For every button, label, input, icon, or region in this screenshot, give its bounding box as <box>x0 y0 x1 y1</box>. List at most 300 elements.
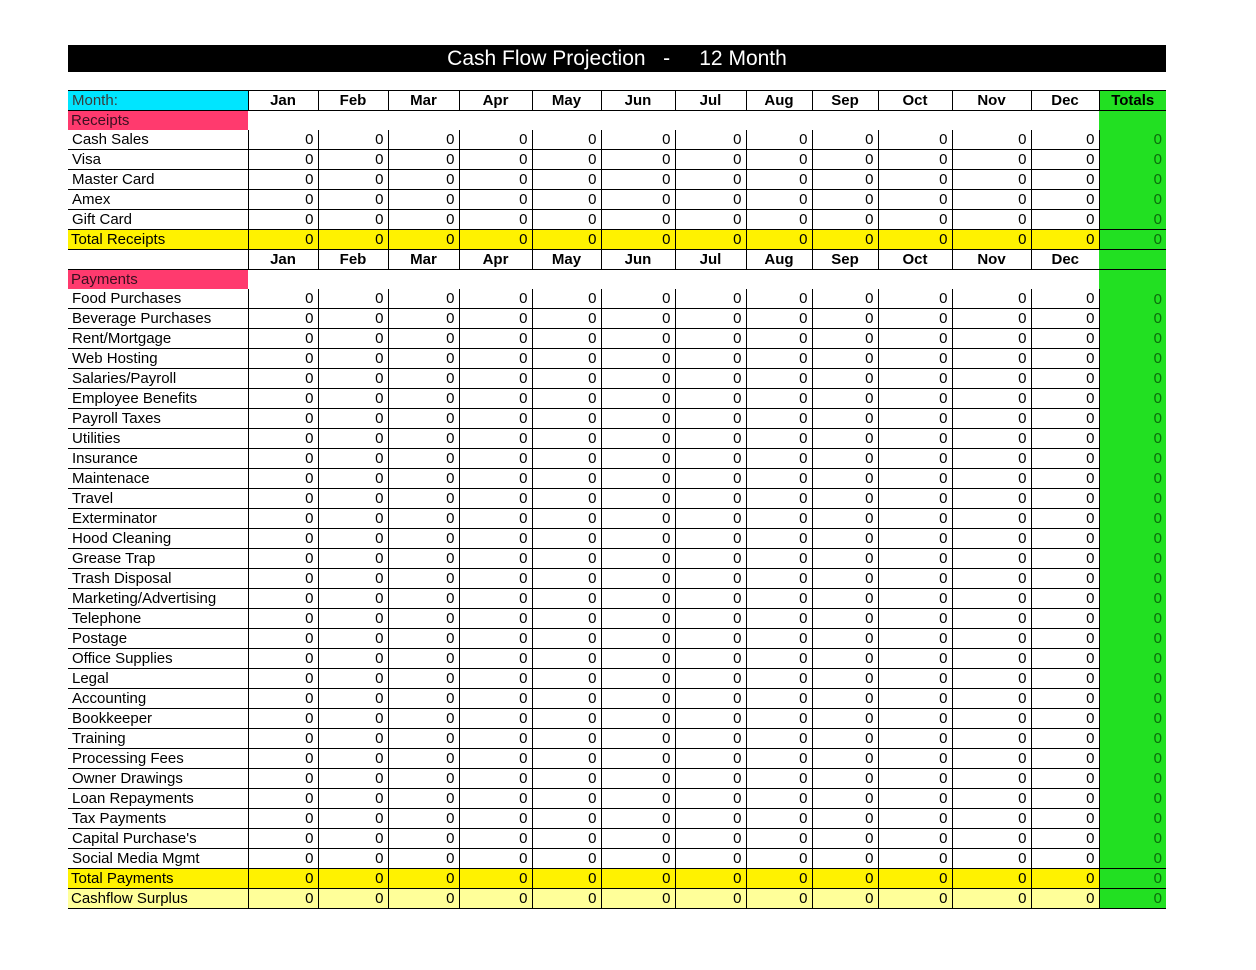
value-cell[interactable]: 0 <box>1031 869 1099 889</box>
value-cell[interactable]: 0 <box>746 469 812 489</box>
value-cell[interactable]: 0 <box>459 150 532 170</box>
value-cell[interactable]: 0 <box>812 130 878 150</box>
value-cell[interactable]: 0 <box>675 649 746 669</box>
value-cell[interactable]: 0 <box>1031 709 1099 729</box>
value-cell[interactable]: 0 <box>532 309 601 329</box>
value-cell[interactable]: 0 <box>318 589 388 609</box>
value-cell[interactable]: 0 <box>459 749 532 769</box>
value-cell[interactable]: 0 <box>952 569 1031 589</box>
value-cell[interactable]: 0 <box>248 569 318 589</box>
value-cell[interactable]: 0 <box>1031 569 1099 589</box>
value-cell[interactable]: 0 <box>952 429 1031 449</box>
value-cell[interactable]: 0 <box>675 569 746 589</box>
value-cell[interactable]: 0 <box>952 549 1031 569</box>
value-cell[interactable]: 0 <box>388 549 459 569</box>
value-cell[interactable]: 0 <box>248 170 318 190</box>
value-cell[interactable]: 0 <box>952 889 1031 909</box>
value-cell[interactable]: 0 <box>1031 789 1099 809</box>
value-cell[interactable]: 0 <box>459 509 532 529</box>
value-cell[interactable]: 0 <box>1031 769 1099 789</box>
value-cell[interactable]: 0 <box>601 769 675 789</box>
value-cell[interactable]: 0 <box>248 529 318 549</box>
value-cell[interactable]: 0 <box>388 889 459 909</box>
value-cell[interactable]: 0 <box>532 889 601 909</box>
value-cell[interactable]: 0 <box>675 769 746 789</box>
value-cell[interactable]: 0 <box>532 589 601 609</box>
value-cell[interactable]: 0 <box>746 889 812 909</box>
value-cell[interactable]: 0 <box>812 509 878 529</box>
value-cell[interactable]: 0 <box>601 749 675 769</box>
value-cell[interactable]: 0 <box>601 509 675 529</box>
value-cell[interactable]: 0 <box>532 769 601 789</box>
value-cell[interactable]: 0 <box>388 669 459 689</box>
value-cell[interactable]: 0 <box>952 230 1031 250</box>
value-cell[interactable]: 0 <box>532 150 601 170</box>
value-cell[interactable]: 0 <box>248 729 318 749</box>
value-cell[interactable]: 0 <box>459 609 532 629</box>
value-cell[interactable]: 0 <box>318 549 388 569</box>
value-cell[interactable]: 0 <box>388 849 459 869</box>
value-cell[interactable]: 0 <box>746 649 812 669</box>
value-cell[interactable]: 0 <box>459 409 532 429</box>
value-cell[interactable]: 0 <box>675 349 746 369</box>
value-cell[interactable]: 0 <box>952 629 1031 649</box>
value-cell[interactable]: 0 <box>746 150 812 170</box>
value-cell[interactable]: 0 <box>388 329 459 349</box>
value-cell[interactable]: 0 <box>812 469 878 489</box>
value-cell[interactable]: 0 <box>675 190 746 210</box>
value-cell[interactable]: 0 <box>532 749 601 769</box>
value-cell[interactable]: 0 <box>1031 829 1099 849</box>
value-cell[interactable]: 0 <box>952 309 1031 329</box>
value-cell[interactable]: 0 <box>248 649 318 669</box>
value-cell[interactable]: 0 <box>812 669 878 689</box>
value-cell[interactable]: 0 <box>532 849 601 869</box>
value-cell[interactable]: 0 <box>601 709 675 729</box>
value-cell[interactable]: 0 <box>952 170 1031 190</box>
value-cell[interactable]: 0 <box>1031 349 1099 369</box>
value-cell[interactable]: 0 <box>318 489 388 509</box>
value-cell[interactable]: 0 <box>878 409 952 429</box>
value-cell[interactable]: 0 <box>388 789 459 809</box>
value-cell[interactable]: 0 <box>878 869 952 889</box>
value-cell[interactable]: 0 <box>388 749 459 769</box>
value-cell[interactable]: 0 <box>388 649 459 669</box>
value-cell[interactable]: 0 <box>746 869 812 889</box>
value-cell[interactable]: 0 <box>1031 489 1099 509</box>
value-cell[interactable]: 0 <box>459 869 532 889</box>
value-cell[interactable]: 0 <box>318 429 388 449</box>
value-cell[interactable]: 0 <box>746 669 812 689</box>
value-cell[interactable]: 0 <box>1031 289 1099 309</box>
value-cell[interactable]: 0 <box>601 369 675 389</box>
value-cell[interactable]: 0 <box>388 709 459 729</box>
value-cell[interactable]: 0 <box>952 709 1031 729</box>
value-cell[interactable]: 0 <box>952 769 1031 789</box>
value-cell[interactable]: 0 <box>878 509 952 529</box>
value-cell[interactable]: 0 <box>459 210 532 230</box>
value-cell[interactable]: 0 <box>878 210 952 230</box>
value-cell[interactable]: 0 <box>952 789 1031 809</box>
value-cell[interactable]: 0 <box>675 529 746 549</box>
value-cell[interactable]: 0 <box>675 369 746 389</box>
value-cell[interactable]: 0 <box>318 809 388 829</box>
value-cell[interactable]: 0 <box>1031 389 1099 409</box>
value-cell[interactable]: 0 <box>459 629 532 649</box>
value-cell[interactable]: 0 <box>601 809 675 829</box>
value-cell[interactable]: 0 <box>532 669 601 689</box>
value-cell[interactable]: 0 <box>812 449 878 469</box>
value-cell[interactable]: 0 <box>746 509 812 529</box>
value-cell[interactable]: 0 <box>601 889 675 909</box>
value-cell[interactable]: 0 <box>318 869 388 889</box>
value-cell[interactable]: 0 <box>318 230 388 250</box>
value-cell[interactable]: 0 <box>248 329 318 349</box>
value-cell[interactable]: 0 <box>746 349 812 369</box>
value-cell[interactable]: 0 <box>601 329 675 349</box>
value-cell[interactable]: 0 <box>601 429 675 449</box>
value-cell[interactable]: 0 <box>248 489 318 509</box>
value-cell[interactable]: 0 <box>459 849 532 869</box>
value-cell[interactable]: 0 <box>388 629 459 649</box>
value-cell[interactable]: 0 <box>532 789 601 809</box>
value-cell[interactable]: 0 <box>952 369 1031 389</box>
value-cell[interactable]: 0 <box>532 629 601 649</box>
value-cell[interactable]: 0 <box>675 629 746 649</box>
value-cell[interactable]: 0 <box>952 469 1031 489</box>
value-cell[interactable]: 0 <box>318 150 388 170</box>
value-cell[interactable]: 0 <box>746 289 812 309</box>
value-cell[interactable]: 0 <box>952 409 1031 429</box>
value-cell[interactable]: 0 <box>459 689 532 709</box>
value-cell[interactable]: 0 <box>601 309 675 329</box>
value-cell[interactable]: 0 <box>746 329 812 349</box>
value-cell[interactable]: 0 <box>675 889 746 909</box>
value-cell[interactable]: 0 <box>459 130 532 150</box>
value-cell[interactable]: 0 <box>459 389 532 409</box>
value-cell[interactable]: 0 <box>746 549 812 569</box>
value-cell[interactable]: 0 <box>459 349 532 369</box>
value-cell[interactable]: 0 <box>1031 749 1099 769</box>
value-cell[interactable]: 0 <box>388 509 459 529</box>
value-cell[interactable]: 0 <box>812 210 878 230</box>
value-cell[interactable]: 0 <box>746 489 812 509</box>
value-cell[interactable]: 0 <box>1031 589 1099 609</box>
value-cell[interactable]: 0 <box>318 629 388 649</box>
value-cell[interactable]: 0 <box>1031 849 1099 869</box>
value-cell[interactable]: 0 <box>318 329 388 349</box>
value-cell[interactable]: 0 <box>812 329 878 349</box>
value-cell[interactable]: 0 <box>532 130 601 150</box>
value-cell[interactable]: 0 <box>952 829 1031 849</box>
value-cell[interactable]: 0 <box>601 469 675 489</box>
value-cell[interactable]: 0 <box>388 589 459 609</box>
value-cell[interactable]: 0 <box>878 569 952 589</box>
value-cell[interactable]: 0 <box>459 649 532 669</box>
value-cell[interactable]: 0 <box>388 689 459 709</box>
value-cell[interactable]: 0 <box>532 369 601 389</box>
value-cell[interactable]: 0 <box>532 190 601 210</box>
value-cell[interactable]: 0 <box>601 130 675 150</box>
value-cell[interactable]: 0 <box>248 749 318 769</box>
value-cell[interactable]: 0 <box>952 809 1031 829</box>
value-cell[interactable]: 0 <box>746 629 812 649</box>
value-cell[interactable]: 0 <box>878 669 952 689</box>
value-cell[interactable]: 0 <box>248 389 318 409</box>
value-cell[interactable]: 0 <box>532 449 601 469</box>
value-cell[interactable]: 0 <box>318 210 388 230</box>
value-cell[interactable]: 0 <box>878 289 952 309</box>
value-cell[interactable]: 0 <box>878 889 952 909</box>
value-cell[interactable]: 0 <box>318 789 388 809</box>
value-cell[interactable]: 0 <box>675 170 746 190</box>
value-cell[interactable]: 0 <box>459 669 532 689</box>
value-cell[interactable]: 0 <box>675 230 746 250</box>
value-cell[interactable]: 0 <box>601 449 675 469</box>
value-cell[interactable]: 0 <box>675 429 746 449</box>
value-cell[interactable]: 0 <box>248 230 318 250</box>
value-cell[interactable]: 0 <box>532 709 601 729</box>
value-cell[interactable]: 0 <box>532 489 601 509</box>
value-cell[interactable]: 0 <box>1031 449 1099 469</box>
value-cell[interactable]: 0 <box>878 769 952 789</box>
value-cell[interactable]: 0 <box>812 849 878 869</box>
value-cell[interactable]: 0 <box>878 349 952 369</box>
value-cell[interactable]: 0 <box>878 729 952 749</box>
value-cell[interactable]: 0 <box>812 649 878 669</box>
value-cell[interactable]: 0 <box>878 469 952 489</box>
value-cell[interactable]: 0 <box>601 289 675 309</box>
value-cell[interactable]: 0 <box>812 729 878 749</box>
value-cell[interactable]: 0 <box>812 889 878 909</box>
value-cell[interactable]: 0 <box>388 409 459 429</box>
value-cell[interactable]: 0 <box>746 429 812 449</box>
value-cell[interactable]: 0 <box>532 869 601 889</box>
value-cell[interactable]: 0 <box>952 729 1031 749</box>
value-cell[interactable]: 0 <box>601 409 675 429</box>
value-cell[interactable]: 0 <box>952 589 1031 609</box>
value-cell[interactable]: 0 <box>675 789 746 809</box>
value-cell[interactable]: 0 <box>878 589 952 609</box>
value-cell[interactable]: 0 <box>1031 809 1099 829</box>
value-cell[interactable]: 0 <box>318 309 388 329</box>
value-cell[interactable]: 0 <box>248 789 318 809</box>
value-cell[interactable]: 0 <box>1031 689 1099 709</box>
value-cell[interactable]: 0 <box>1031 190 1099 210</box>
value-cell[interactable]: 0 <box>746 389 812 409</box>
value-cell[interactable]: 0 <box>675 609 746 629</box>
value-cell[interactable]: 0 <box>388 309 459 329</box>
value-cell[interactable]: 0 <box>952 669 1031 689</box>
value-cell[interactable]: 0 <box>746 230 812 250</box>
value-cell[interactable]: 0 <box>1031 549 1099 569</box>
value-cell[interactable]: 0 <box>746 210 812 230</box>
value-cell[interactable]: 0 <box>532 329 601 349</box>
value-cell[interactable]: 0 <box>878 389 952 409</box>
value-cell[interactable]: 0 <box>675 130 746 150</box>
value-cell[interactable]: 0 <box>878 150 952 170</box>
value-cell[interactable]: 0 <box>746 589 812 609</box>
value-cell[interactable]: 0 <box>1031 369 1099 389</box>
value-cell[interactable]: 0 <box>318 769 388 789</box>
value-cell[interactable]: 0 <box>248 809 318 829</box>
value-cell[interactable]: 0 <box>952 190 1031 210</box>
value-cell[interactable]: 0 <box>812 190 878 210</box>
value-cell[interactable]: 0 <box>601 170 675 190</box>
value-cell[interactable]: 0 <box>532 729 601 749</box>
value-cell[interactable]: 0 <box>459 309 532 329</box>
value-cell[interactable]: 0 <box>248 509 318 529</box>
value-cell[interactable]: 0 <box>318 369 388 389</box>
value-cell[interactable]: 0 <box>532 569 601 589</box>
value-cell[interactable]: 0 <box>601 649 675 669</box>
value-cell[interactable]: 0 <box>388 809 459 829</box>
value-cell[interactable]: 0 <box>318 469 388 489</box>
value-cell[interactable]: 0 <box>952 389 1031 409</box>
value-cell[interactable]: 0 <box>878 529 952 549</box>
value-cell[interactable]: 0 <box>459 190 532 210</box>
value-cell[interactable]: 0 <box>878 849 952 869</box>
value-cell[interactable]: 0 <box>812 429 878 449</box>
value-cell[interactable]: 0 <box>746 609 812 629</box>
value-cell[interactable]: 0 <box>812 289 878 309</box>
value-cell[interactable]: 0 <box>248 190 318 210</box>
value-cell[interactable]: 0 <box>601 210 675 230</box>
value-cell[interactable]: 0 <box>532 409 601 429</box>
value-cell[interactable]: 0 <box>1031 230 1099 250</box>
value-cell[interactable]: 0 <box>459 709 532 729</box>
value-cell[interactable]: 0 <box>459 289 532 309</box>
value-cell[interactable]: 0 <box>746 849 812 869</box>
value-cell[interactable]: 0 <box>248 829 318 849</box>
value-cell[interactable]: 0 <box>1031 729 1099 749</box>
value-cell[interactable]: 0 <box>601 729 675 749</box>
value-cell[interactable]: 0 <box>318 829 388 849</box>
value-cell[interactable]: 0 <box>532 829 601 849</box>
value-cell[interactable]: 0 <box>812 569 878 589</box>
value-cell[interactable]: 0 <box>1031 329 1099 349</box>
value-cell[interactable]: 0 <box>248 369 318 389</box>
value-cell[interactable]: 0 <box>878 170 952 190</box>
value-cell[interactable]: 0 <box>1031 170 1099 190</box>
value-cell[interactable]: 0 <box>601 529 675 549</box>
value-cell[interactable]: 0 <box>388 489 459 509</box>
value-cell[interactable]: 0 <box>746 369 812 389</box>
value-cell[interactable]: 0 <box>952 689 1031 709</box>
value-cell[interactable]: 0 <box>878 429 952 449</box>
value-cell[interactable]: 0 <box>812 309 878 329</box>
value-cell[interactable]: 0 <box>601 150 675 170</box>
value-cell[interactable]: 0 <box>812 170 878 190</box>
value-cell[interactable]: 0 <box>812 389 878 409</box>
value-cell[interactable]: 0 <box>746 789 812 809</box>
value-cell[interactable]: 0 <box>812 869 878 889</box>
value-cell[interactable]: 0 <box>601 849 675 869</box>
value-cell[interactable]: 0 <box>746 170 812 190</box>
value-cell[interactable]: 0 <box>248 869 318 889</box>
value-cell[interactable]: 0 <box>1031 609 1099 629</box>
value-cell[interactable]: 0 <box>388 130 459 150</box>
value-cell[interactable]: 0 <box>675 689 746 709</box>
value-cell[interactable]: 0 <box>746 309 812 329</box>
value-cell[interactable]: 0 <box>388 349 459 369</box>
value-cell[interactable]: 0 <box>1031 509 1099 529</box>
value-cell[interactable]: 0 <box>675 669 746 689</box>
value-cell[interactable]: 0 <box>388 289 459 309</box>
value-cell[interactable]: 0 <box>1031 130 1099 150</box>
value-cell[interactable]: 0 <box>812 549 878 569</box>
value-cell[interactable]: 0 <box>878 749 952 769</box>
value-cell[interactable]: 0 <box>388 729 459 749</box>
value-cell[interactable]: 0 <box>318 729 388 749</box>
value-cell[interactable]: 0 <box>318 449 388 469</box>
value-cell[interactable]: 0 <box>952 869 1031 889</box>
value-cell[interactable]: 0 <box>388 429 459 449</box>
value-cell[interactable]: 0 <box>878 309 952 329</box>
value-cell[interactable]: 0 <box>675 449 746 469</box>
value-cell[interactable]: 0 <box>1031 150 1099 170</box>
value-cell[interactable]: 0 <box>532 170 601 190</box>
value-cell[interactable]: 0 <box>746 829 812 849</box>
value-cell[interactable]: 0 <box>318 289 388 309</box>
value-cell[interactable]: 0 <box>878 689 952 709</box>
value-cell[interactable]: 0 <box>878 489 952 509</box>
value-cell[interactable]: 0 <box>675 709 746 729</box>
value-cell[interactable]: 0 <box>459 549 532 569</box>
value-cell[interactable]: 0 <box>812 609 878 629</box>
value-cell[interactable]: 0 <box>878 549 952 569</box>
value-cell[interactable]: 0 <box>532 389 601 409</box>
value-cell[interactable]: 0 <box>746 529 812 549</box>
value-cell[interactable]: 0 <box>601 829 675 849</box>
value-cell[interactable]: 0 <box>746 809 812 829</box>
value-cell[interactable]: 0 <box>675 469 746 489</box>
value-cell[interactable]: 0 <box>675 549 746 569</box>
value-cell[interactable]: 0 <box>878 449 952 469</box>
value-cell[interactable]: 0 <box>601 190 675 210</box>
value-cell[interactable]: 0 <box>248 429 318 449</box>
value-cell[interactable]: 0 <box>459 230 532 250</box>
value-cell[interactable]: 0 <box>1031 210 1099 230</box>
value-cell[interactable]: 0 <box>878 130 952 150</box>
value-cell[interactable]: 0 <box>601 489 675 509</box>
value-cell[interactable]: 0 <box>459 529 532 549</box>
value-cell[interactable]: 0 <box>459 369 532 389</box>
value-cell[interactable]: 0 <box>532 689 601 709</box>
value-cell[interactable]: 0 <box>878 629 952 649</box>
value-cell[interactable]: 0 <box>746 130 812 150</box>
value-cell[interactable]: 0 <box>952 289 1031 309</box>
value-cell[interactable]: 0 <box>675 869 746 889</box>
value-cell[interactable]: 0 <box>459 449 532 469</box>
value-cell[interactable]: 0 <box>318 529 388 549</box>
value-cell[interactable]: 0 <box>952 849 1031 869</box>
value-cell[interactable]: 0 <box>601 569 675 589</box>
value-cell[interactable]: 0 <box>459 329 532 349</box>
value-cell[interactable]: 0 <box>746 190 812 210</box>
value-cell[interactable]: 0 <box>388 829 459 849</box>
value-cell[interactable]: 0 <box>388 449 459 469</box>
value-cell[interactable]: 0 <box>746 709 812 729</box>
value-cell[interactable]: 0 <box>388 469 459 489</box>
value-cell[interactable]: 0 <box>601 669 675 689</box>
value-cell[interactable]: 0 <box>532 469 601 489</box>
value-cell[interactable]: 0 <box>532 809 601 829</box>
value-cell[interactable]: 0 <box>388 230 459 250</box>
value-cell[interactable]: 0 <box>812 709 878 729</box>
value-cell[interactable]: 0 <box>459 789 532 809</box>
value-cell[interactable]: 0 <box>459 429 532 449</box>
